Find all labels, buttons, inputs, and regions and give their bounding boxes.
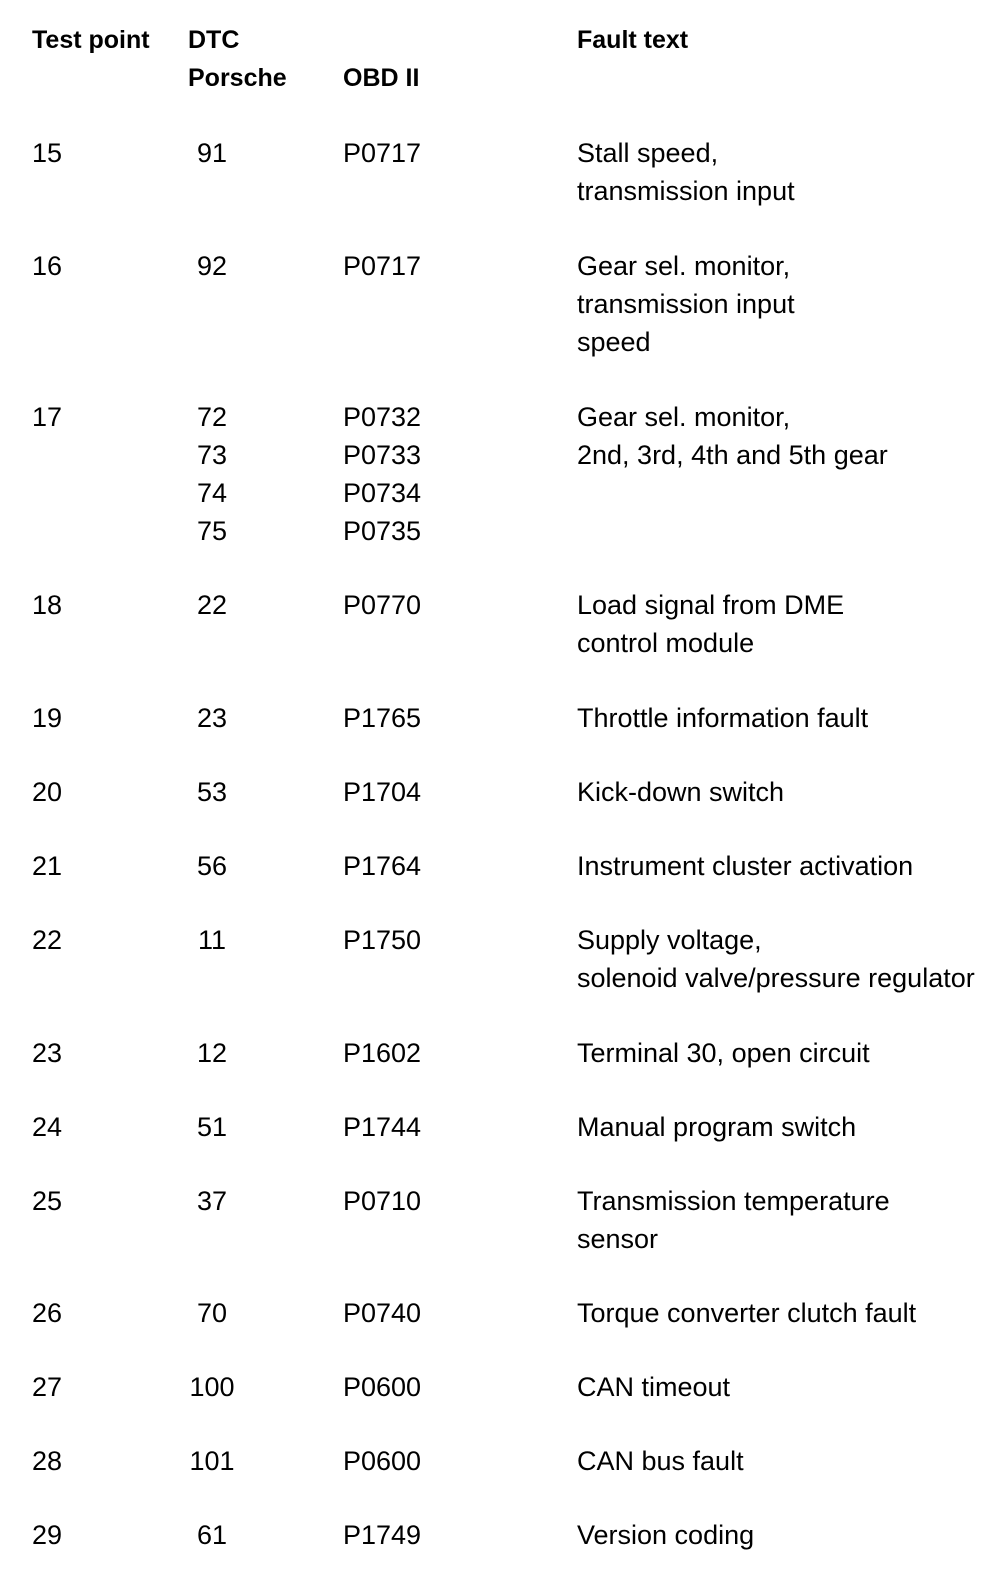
porsche-code-line: 101 (189, 1446, 235, 1476)
porsche-code-line: 73 (196, 440, 228, 470)
porsche-code-line: 72 (196, 402, 228, 432)
fault-text-line: Torque converter clutch fault (577, 1298, 917, 1328)
porsche-code-cell (182, 1182, 242, 1220)
fault-text-line: transmission input (577, 176, 795, 206)
fault-text-cell (577, 699, 868, 737)
test-point-cell: 26 (32, 1298, 63, 1328)
porsche-code-cell (182, 1442, 242, 1480)
test-point-cell: 29 (32, 1520, 63, 1550)
fault-text-line: speed (577, 327, 651, 357)
obd-code-cell (343, 1108, 421, 1146)
fault-text-cell (577, 1516, 754, 1554)
porsche-code-cell (182, 247, 242, 285)
porsche-code-line: 56 (196, 851, 228, 881)
porsche-code-line: 11 (197, 925, 227, 955)
porsche-code-cell (182, 773, 242, 811)
fault-text-cell (577, 921, 975, 997)
porsche-code-line: 23 (196, 703, 228, 733)
porsche-code-line: 51 (196, 1112, 228, 1142)
fault-text-cell (577, 1182, 890, 1258)
fault-text-cell (577, 247, 795, 361)
obd-code-cell (343, 699, 421, 737)
obd-code-line: P0734 (343, 478, 422, 508)
obd-code-cell (343, 1294, 421, 1332)
obd-code-line: P0770 (343, 590, 422, 620)
test-point-cell: 17 (32, 402, 63, 432)
obd-code-line: P1749 (343, 1520, 422, 1550)
fault-text-line: Throttle information fault (577, 703, 869, 733)
obd-code-cell (343, 1368, 421, 1406)
test-point-cell: 19 (32, 703, 63, 733)
test-point-cell: 21 (32, 851, 63, 881)
fault-text-line: Version coding (577, 1520, 755, 1550)
obd-code-cell (343, 921, 421, 959)
fault-text-line: Transmission temperature (577, 1186, 890, 1216)
porsche-code-cell (182, 1034, 242, 1072)
fault-text-line: Gear sel. monitor, (577, 251, 791, 281)
obd-code-line: P1750 (343, 925, 422, 955)
header-fault-text: Fault text (577, 26, 689, 54)
test-point-cell: 27 (32, 1372, 63, 1402)
fault-text-cell (577, 398, 888, 474)
obd-code-line: P0735 (343, 516, 422, 546)
porsche-code-cell (182, 699, 242, 737)
fault-text-cell (577, 134, 795, 210)
fault-text-cell (577, 1368, 730, 1406)
test-point-cell: 24 (32, 1112, 63, 1142)
fault-text-line: Load signal from DME (577, 590, 845, 620)
test-point-cell: 23 (32, 1038, 63, 1068)
fault-text-cell (577, 1108, 856, 1146)
obd-code-line: P0600 (343, 1372, 422, 1402)
fault-text-line: 2nd, 3rd, 4th and 5th gear (577, 440, 888, 470)
test-point-cell: 25 (32, 1186, 63, 1216)
header-obd: OBD II (343, 64, 420, 92)
header-test-point: Test point (32, 26, 150, 54)
obd-code-line: P1602 (343, 1038, 422, 1068)
obd-code-cell (343, 134, 421, 172)
obd-code-cell (343, 247, 421, 285)
obd-code-line: P0710 (343, 1186, 422, 1216)
obd-code-cell (343, 398, 421, 550)
fault-text-line: Instrument cluster activation (577, 851, 914, 881)
porsche-code-cell (182, 586, 242, 624)
test-point-cell: 20 (32, 777, 63, 807)
fault-text-line: solenoid valve/pressure regulator (577, 963, 975, 993)
obd-code-line: P1744 (343, 1112, 422, 1142)
obd-code-line: P0732 (343, 402, 422, 432)
obd-code-line: P1764 (343, 851, 422, 881)
obd-code-line: P0717 (343, 138, 422, 168)
test-point-cell: 28 (32, 1446, 63, 1476)
porsche-code-cell (182, 1108, 242, 1146)
fault-text-line: transmission input (577, 289, 795, 319)
porsche-code-line: 74 (196, 478, 228, 508)
obd-code-cell (343, 1034, 421, 1072)
test-point-cell: 18 (32, 590, 63, 620)
porsche-code-cell (182, 398, 242, 550)
fault-text-line: CAN timeout (577, 1372, 731, 1402)
porsche-code-cell (182, 1516, 242, 1554)
obd-code-line: P0717 (343, 251, 422, 281)
fault-text-line: control module (577, 628, 755, 658)
porsche-code-line: 91 (196, 138, 228, 168)
test-point-cell: 22 (32, 925, 63, 955)
porsche-code-line: 22 (196, 590, 228, 620)
fault-text-cell (577, 1034, 870, 1072)
header-porsche: Porsche (188, 64, 287, 92)
porsche-code-line: 92 (196, 251, 228, 281)
obd-code-cell (343, 1442, 421, 1480)
obd-code-line: P1765 (343, 703, 422, 733)
fault-text-cell (577, 1442, 744, 1480)
fault-text-cell (577, 586, 844, 662)
fault-text-line: Kick-down switch (577, 777, 785, 807)
obd-code-cell (343, 1516, 421, 1554)
porsche-code-line: 53 (196, 777, 228, 807)
obd-code-cell (343, 1182, 421, 1220)
obd-code-cell (343, 847, 421, 885)
fault-text-line: CAN bus fault (577, 1446, 744, 1476)
obd-code-line: P0733 (343, 440, 422, 470)
obd-code-line: P0740 (343, 1298, 422, 1328)
obd-code-cell (343, 586, 421, 624)
test-point-cell: 15 (32, 138, 63, 168)
porsche-code-cell (182, 1368, 242, 1406)
fault-text-line: Stall speed, (577, 138, 719, 168)
porsche-code-cell (182, 847, 242, 885)
obd-code-cell (343, 773, 421, 811)
porsche-code-line: 100 (189, 1372, 235, 1402)
porsche-code-line: 70 (196, 1298, 228, 1328)
header-dtc: DTC (188, 26, 240, 54)
porsche-code-line: 12 (196, 1038, 228, 1068)
porsche-code-line: 61 (196, 1520, 228, 1550)
fault-text-cell (577, 1294, 916, 1332)
fault-text-cell (577, 847, 913, 885)
porsche-code-cell (182, 921, 242, 959)
porsche-code-cell (182, 1294, 242, 1332)
porsche-code-line: 37 (196, 1186, 228, 1216)
fault-text-cell (577, 773, 784, 811)
fault-text-line: Terminal 30, open circuit (577, 1038, 870, 1068)
obd-code-line: P1704 (343, 777, 422, 807)
test-point-cell: 16 (32, 251, 63, 281)
fault-text-line: Gear sel. monitor, (577, 402, 791, 432)
porsche-code-line: 75 (196, 516, 228, 546)
obd-code-line: P0600 (343, 1446, 422, 1476)
fault-text-line: sensor (577, 1224, 659, 1254)
porsche-code-cell (182, 134, 242, 172)
fault-text-line: Manual program switch (577, 1112, 857, 1142)
fault-text-line: Supply voltage, (577, 925, 762, 955)
